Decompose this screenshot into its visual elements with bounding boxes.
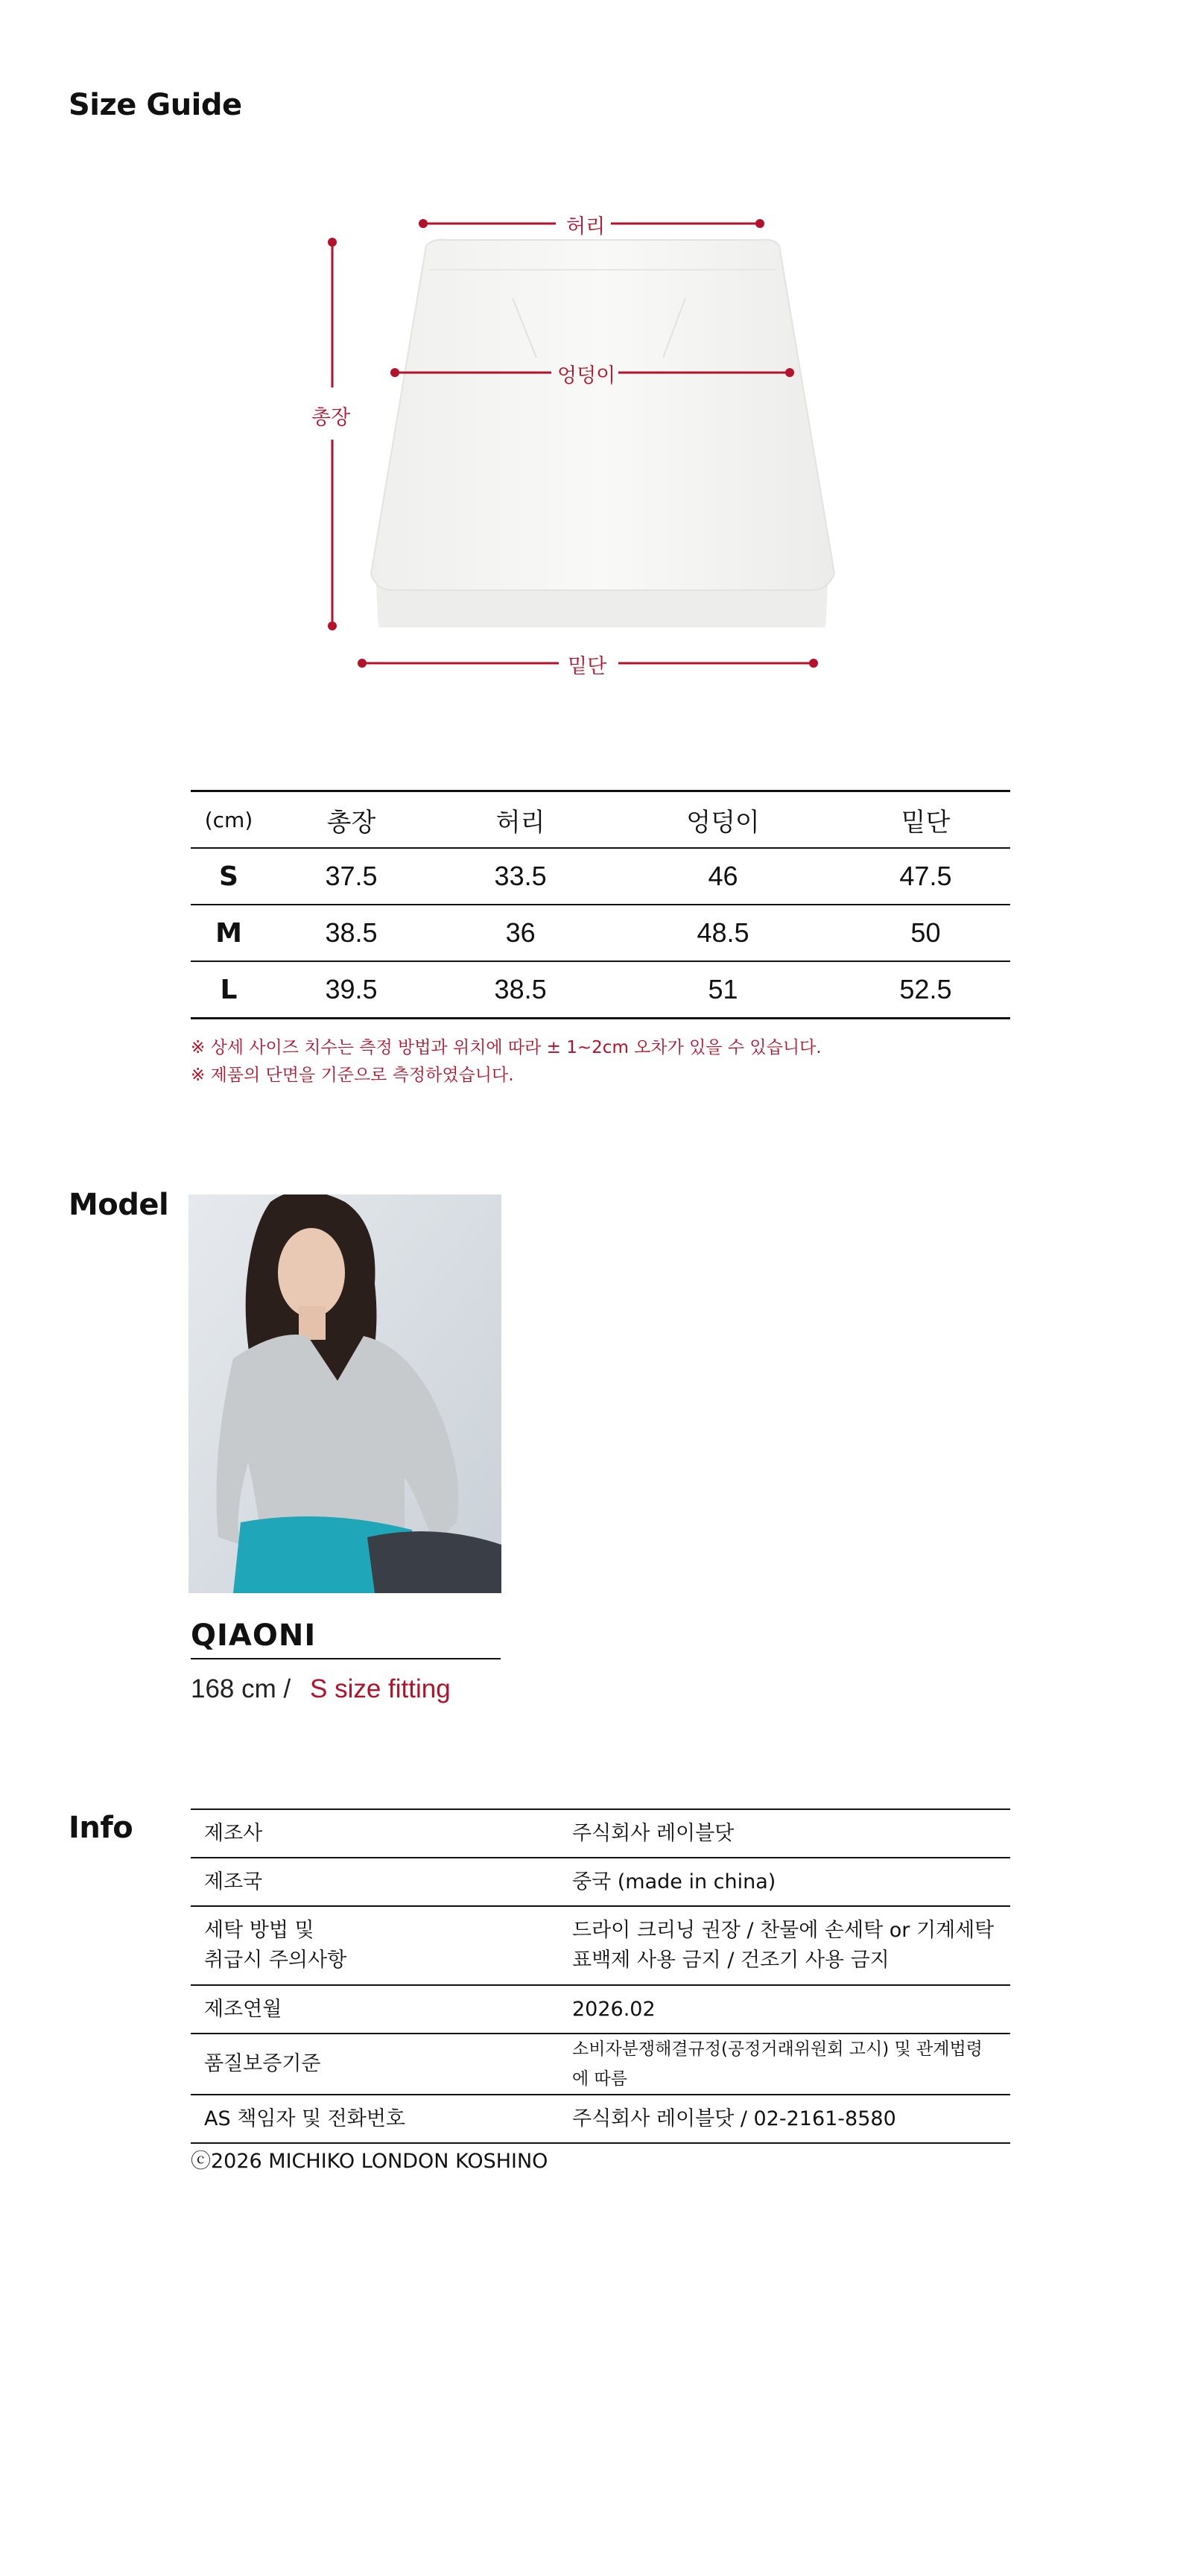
info-value: 소비자분쟁해결규정(공정거래위원회 고시) 및 관계법령에 따름 (572, 2039, 983, 2089)
model-fitting: S size fitting (310, 1674, 451, 1703)
info-value: 주식회사 레이블닷 / 02-2161-8580 (572, 2107, 896, 2130)
size-guide-title: Size Guide (69, 88, 242, 122)
header-length: 총장 (326, 807, 376, 838)
header-hem: 밑단 (901, 807, 951, 838)
value-cell: 51 (708, 974, 738, 1004)
header-waist: 허리 (495, 807, 545, 838)
hem-label: 밑단 (568, 655, 607, 678)
value-cell: 36 (505, 917, 536, 948)
unit-label: (cm) (204, 807, 253, 832)
info-label-line1: 세탁 방법 및 (204, 1919, 314, 1942)
model-name-divider (191, 1658, 501, 1659)
value-cell: 37.5 (325, 861, 378, 891)
skirt-size-diagram (313, 201, 849, 693)
value-cell: 46 (708, 861, 738, 891)
value-cell: 52.5 (899, 974, 952, 1004)
info-label: AS 책임자 및 전화번호 (204, 2107, 406, 2130)
measurement-note: ※ 상세 사이즈 치수는 측정 방법과 위치에 따라 ± 1~2cm 오차가 있을 수 있습니다. (191, 1038, 822, 1057)
info-label (191, 1906, 559, 1985)
table-row (191, 961, 1010, 1019)
table-row (191, 1906, 1010, 1985)
info-value: 주식회사 레이블닷 (572, 1821, 735, 1845)
table-row (191, 905, 1010, 961)
value-cell: 38.5 (494, 974, 547, 1004)
info-label-line2: 취급시 주의사항 (204, 1949, 347, 1972)
value-cell: 48.5 (697, 917, 749, 948)
table-row (191, 2034, 1010, 2095)
value-cell: 50 (910, 917, 941, 948)
header-hip: 엉덩이 (686, 807, 760, 838)
info-value-line2: 표백제 사용 금지 / 건조기 사용 금지 (572, 1949, 890, 1972)
section-note: ※ 제품의 단면을 기준으로 측정하였습니다. (191, 1066, 514, 1085)
copyright: ⓒ2026 MICHIKO LONDON KOSHINO (191, 2150, 548, 2173)
size-table-header (191, 791, 1010, 849)
table-row (191, 1858, 1010, 1906)
info-value: 중국 (made in china) (572, 1870, 776, 1893)
info-label: 제조사 (204, 1821, 263, 1845)
value-cell: 38.5 (325, 917, 378, 948)
model-title: Model (69, 1188, 169, 1222)
info-value-line1: 드라이 크리닝 권장 / 찬물에 손세탁 or 기계세탁 (572, 1919, 995, 1942)
info-value: 2026.02 (572, 1997, 656, 2021)
length-label: 총장 (311, 406, 351, 429)
info-label: 제조연월 (204, 1997, 282, 2021)
skirt-body (371, 240, 834, 590)
info-table (191, 1808, 1010, 2144)
size-label: M (215, 917, 242, 949)
size-label: L (220, 974, 238, 1005)
value-cell: 39.5 (325, 974, 378, 1004)
model-name: QIAONI (191, 1618, 317, 1653)
table-row (191, 1809, 1010, 1858)
size-label: S (219, 861, 238, 892)
info-value (559, 1906, 1010, 1985)
size-table (191, 790, 1010, 1019)
waist-label: 허리 (566, 215, 606, 238)
table-row (191, 848, 1010, 905)
table-row (191, 2095, 1010, 2143)
info-label: 품질보증기준 (204, 2052, 321, 2075)
info-label: 제조국 (204, 1870, 263, 1893)
value-cell: 33.5 (494, 861, 547, 891)
model-photo (188, 1194, 501, 1593)
table-row (191, 1985, 1010, 2034)
model-height: 168 cm / (191, 1674, 291, 1703)
hip-label: 엉덩이 (557, 364, 616, 387)
info-title: Info (69, 1811, 133, 1845)
value-cell: 47.5 (899, 861, 952, 891)
